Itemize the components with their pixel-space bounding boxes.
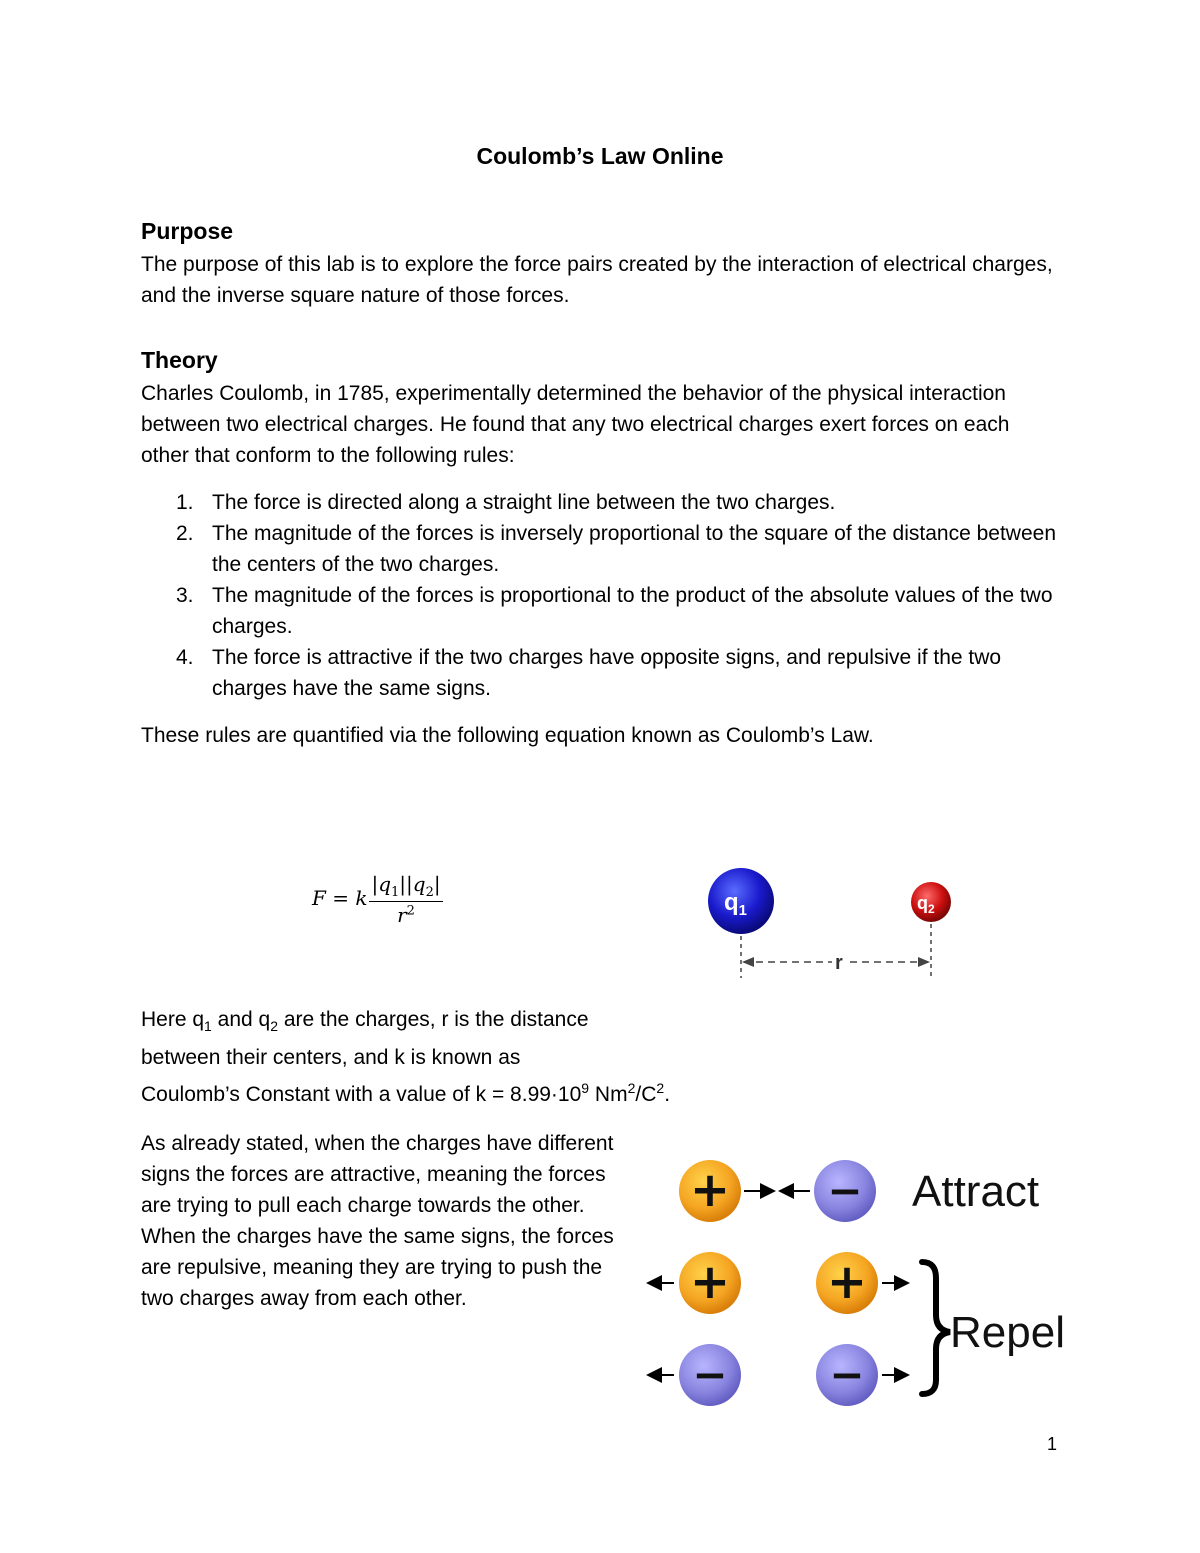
coulomb-formula bbox=[312, 872, 443, 927]
formula-lhs: F = k bbox=[312, 886, 368, 910]
rule-number: 3. bbox=[176, 584, 194, 607]
purpose-text: The purpose of this lab is to explore the force pairs created by the interaction of electrical charges, and the inverse square nature of those forces. bbox=[141, 253, 1053, 307]
attract-repel-diagram bbox=[640, 1150, 1070, 1420]
rule-text: The force is attractive if the two charges have opposite signs, and repulsive if the two charges have the same signs. bbox=[212, 646, 1002, 700]
minus-symbol: − bbox=[829, 1350, 865, 1399]
page-number: 1 bbox=[1047, 1434, 1058, 1454]
forces-text: As already stated, when the charges have different signs the forces are attractive, meaning the forces are trying to pull each charge towards the other. When the charges have the same signs, the forces are repulsive, meaning they are trying to push the two charges away from each other. bbox=[141, 1132, 614, 1310]
description-line: between their centers, and k is known as bbox=[141, 1046, 521, 1070]
q1-sphere bbox=[708, 868, 774, 934]
rule-number: 4. bbox=[176, 646, 194, 669]
minus-symbol: − bbox=[827, 1166, 863, 1215]
plus-symbol: + bbox=[689, 1254, 731, 1310]
formula-denominator: $r^2$ bbox=[397, 903, 415, 927]
r-arrow-left-icon bbox=[742, 957, 754, 967]
description-line: Here $q_1$ and $q_2$ are the charges, r is the distance bbox=[141, 1008, 589, 1035]
r-label: r bbox=[835, 952, 843, 974]
theory-intro: Charles Coulomb, in 1785, experimentally determined the behavior of the physical interaction between two electrical charges. He found that any two electrical charges exert forces on each other that conform to the following rules: bbox=[141, 382, 1010, 467]
formula-numerator: $|q_1||q_2|$ bbox=[371, 872, 441, 900]
rule-text: The force is directed along a straight line between the two charges. bbox=[212, 491, 836, 514]
plus-symbol: + bbox=[826, 1254, 868, 1310]
rule-number: 1. bbox=[176, 491, 194, 514]
rule-text: The magnitude of the forces is proportional to the product of the absolute values of the two charges. bbox=[212, 584, 1053, 638]
q2-label: $q_2$ bbox=[917, 893, 935, 916]
charges-description bbox=[141, 1004, 671, 1110]
r-arrow-right-icon bbox=[918, 957, 930, 967]
quantified-text: These rules are quantified via the following equation known as Coulomb’s Law. bbox=[141, 724, 874, 747]
page-title: Coulomb’s Law Online bbox=[476, 143, 724, 169]
attract-label: Attract bbox=[912, 1167, 1040, 1216]
formula-fraction bbox=[369, 872, 442, 927]
repel-label: Repel bbox=[950, 1308, 1065, 1357]
theory-heading: Theory bbox=[141, 347, 218, 373]
minus-symbol: − bbox=[692, 1350, 728, 1399]
charges-distance-diagram bbox=[690, 858, 970, 983]
plus-symbol: + bbox=[689, 1162, 731, 1218]
rule-number: 2. bbox=[176, 522, 194, 545]
q1-label: $q_1$ bbox=[724, 889, 748, 919]
rule-text: The magnitude of the forces is inversely proportional to the square of the distance between the centers of the two charges. bbox=[212, 522, 1056, 576]
repel-brace-icon bbox=[922, 1262, 950, 1394]
purpose-heading: Purpose bbox=[141, 218, 234, 244]
constant-line: Coulomb’s Constant with a value of $k = 8.99\cdot 10^9$ $Nm^2/C^2$. bbox=[141, 1080, 671, 1107]
